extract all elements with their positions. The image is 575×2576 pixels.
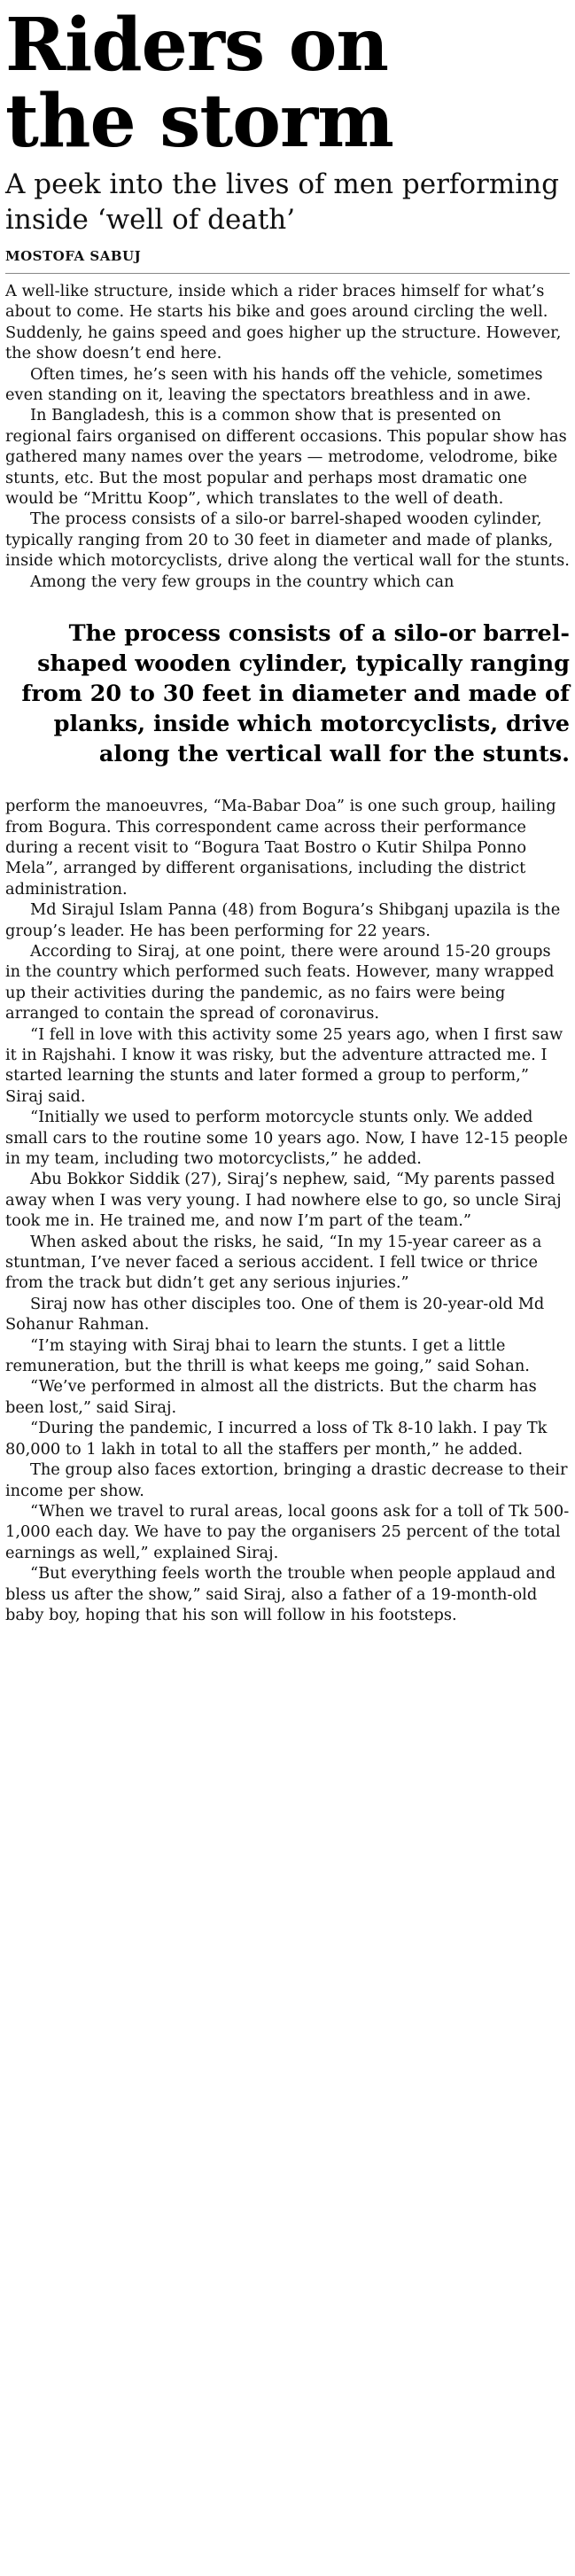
paragraph: Abu Bokkor Siddik (27), Siraj’s nephew, said, “My parents passed away when I was very young. I had nowhere else to go, so uncle Siraj took me in. He trained me, and now I’m part of the team.”: [5, 1170, 562, 1231]
paragraph: Among the very few groups in the country which can: [30, 572, 455, 591]
paragraph: “During the pandemic, I incurred a loss of Tk 8-10 lakh. I pay Tk 80,000 to 1 lakh in total to all the staffers per month,” he added.: [5, 1419, 548, 1459]
paragraph: Siraj now has other disciples too. One of them is 20-year-old Md Sohanur Rahman.: [5, 1294, 545, 1335]
paragraph: “When we travel to rural areas, local goons ask for a toll of Tk 500-1,000 each day. We have to pay the organisers 25 percent of the total earnings as well,” explained Siraj.: [5, 1501, 570, 1562]
paragraph: “But everything feels worth the trouble when people applaud and bless us after the show,” said Siraj, also a father of a 19-month-old baby boy, hoping that his son will follow in his footsteps.: [5, 1564, 556, 1624]
pull-quote: The process consists of a silo-or barrel-shaped wooden cylinder, typically ranging from 20 to 30 feet in diameter and made of planks, inside which motorcyclists, drive along the vertical wall for the stunts.: [21, 620, 570, 768]
paragraph: “Initially we used to perform motorcycle stunts only. We added small cars to the routine some 10 years ago. Now, I have 12-15 people in my team, including two motorcyclists,” he added.: [5, 1108, 568, 1168]
headline: [5, 0, 570, 164]
paragraph: The group also faces extortion, bringing a drastic decrease to their income per show.: [5, 1460, 568, 1500]
headline-line-1: Riders on: [5, 3, 389, 88]
paragraph: perform the manoeuvres, “Ma-Babar Doa” is one such group, hailing from Bogura. This correspondent came across their performance during a recent visit to “Bogura Taat Bostro o Kutir Shilpa Ponno Mela”, arranged by different organisations, including the district administration.: [5, 797, 556, 899]
paragraph: “I fell in love with this activity some 25 years ago, when I first saw it in Rajshahi. I know it was risky, but the adventure attracted me. I started learning the stunts and later formed a group to perform,” Siraj said.: [5, 1024, 563, 1106]
article-body-bottom: [5, 796, 570, 1625]
paragraph: “We’ve performed in almost all the districts. But the charm has been lost,” said Siraj.: [5, 1377, 537, 1417]
paragraph: According to Siraj, at one point, there were around 15-20 groups in the country which performed such feats. However, many wrapped up their activities during the pandemic, as no fairs were being arranged to contain the spread of coronavirus.: [5, 941, 555, 1023]
headline-line-2: the storm: [5, 79, 393, 164]
paragraph: In Bangladesh, this is a common show that is presented on regional fairs organised on different occasions. This popular show has gathered many names over the years — metrodome, velodrome, bike stunts, etc. But the most popular and perhaps most dramatic one would be “Mrittu Koop”, which translates to the well of death.: [5, 406, 567, 509]
paragraph: A well-like structure, inside which a rider braces himself for what’s about to come. He starts his bike and goes around circling the well. Suddenly, he gains speed and goes higher up the structure. However, the show doesn’t end here.: [5, 282, 562, 363]
byline: MOSTOFA SABUJ: [5, 248, 570, 274]
paragraph: Often times, he’s seen with his hands off the vehicle, sometimes even standing on it, leaving the spectators breathless and in awe.: [5, 364, 543, 405]
deck-subtitle: A peek into the lives of men performing inside ‘well of death’: [5, 168, 559, 236]
paragraph: When asked about the risks, he said, “In my 15-year career as a stuntman, I’ve never faced a serious accident. I fell twice or thrice from the track but didn’t get any serious injuries.”: [5, 1232, 542, 1293]
paragraph: Md Sirajul Islam Panna (48) from Bogura’s Shibganj upazila is the group’s leader. He has been performing for 22 years.: [5, 900, 561, 940]
paragraph: The process consists of a silo-or barrel-shaped wooden cylinder, typically ranging from 20 to 30 feet in diameter and made of planks, inside which motorcyclists, drive along the vertical wall for the stunts.: [5, 510, 570, 571]
article-body-top: [5, 281, 570, 592]
paragraph: “I’m staying with Siraj bhai to learn the stunts. I get a little remuneration, but the thrill is what keeps me going,” said Sohan.: [5, 1335, 530, 1376]
